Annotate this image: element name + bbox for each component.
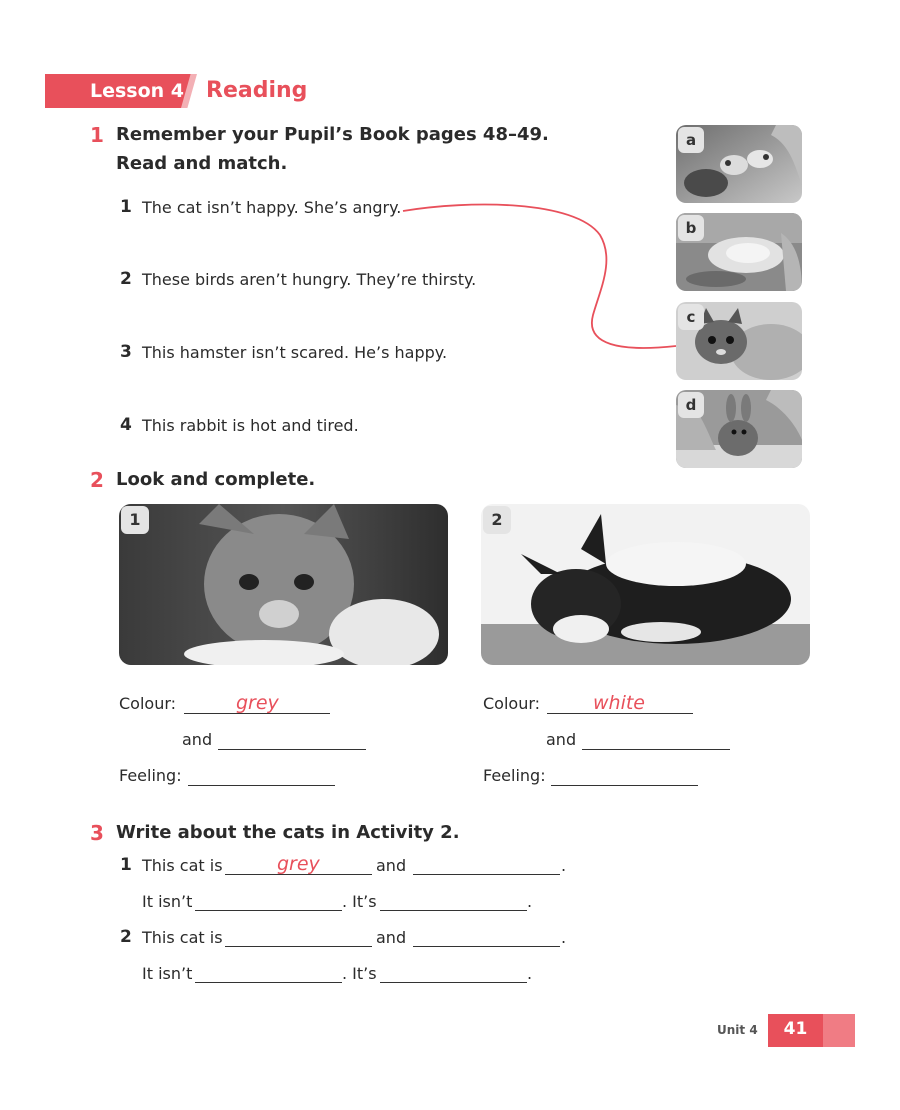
grey-kitten-photo-icon (119, 504, 448, 665)
ex3-blank[interactable] (380, 889, 527, 911)
exercise-3-number: 3 (90, 821, 104, 845)
ex3-blank[interactable] (413, 925, 560, 947)
ex3-blank[interactable] (225, 925, 372, 947)
page-number: 41 (768, 1014, 823, 1047)
exercise-2-number: 2 (90, 468, 104, 492)
exercise-1-instruction-line1: Remember your Pupil’s Book pages 48–49. (116, 124, 549, 145)
feeling-blank[interactable] (188, 764, 335, 786)
photo-d-rabbit[interactable] (676, 390, 802, 468)
ex1-item-text[interactable]: This hamster isn’t scared. He’s happy. (142, 343, 448, 362)
photo-b-hamster[interactable] (676, 213, 802, 291)
photo-a-birds[interactable] (676, 125, 802, 203)
exercise-1-number: 1 (90, 123, 104, 147)
this-cat-is-label: This cat is (142, 856, 223, 875)
photo-c-kitten[interactable] (676, 302, 802, 380)
ex1-item-number: 2 (120, 269, 132, 289)
and-label: and (182, 730, 213, 749)
cat-number: 1 (121, 506, 149, 534)
period: . (561, 856, 567, 875)
period: . (561, 928, 567, 947)
ex3-blank[interactable] (380, 961, 527, 983)
its-label: . It’s (342, 964, 377, 983)
it-isnt-label: It isn’t (142, 892, 193, 911)
period: . (527, 892, 533, 911)
colour-label: Colour: (483, 694, 541, 713)
colour-answer: white (593, 692, 645, 714)
ex1-item-text[interactable]: These birds aren’t hungry. They’re thirsty. (142, 270, 477, 289)
it-isnt-label: It isn’t (142, 964, 193, 983)
and-blank[interactable] (582, 728, 730, 750)
feeling-blank[interactable] (551, 764, 698, 786)
and-label: and (376, 928, 407, 947)
exercise-2-instruction: Look and complete. (116, 469, 316, 490)
sleeping-cat-photo-icon (481, 504, 810, 665)
feeling-label: Feeling: (483, 766, 546, 785)
photo-letter: d (678, 392, 704, 418)
unit-label: Unit 4 (717, 1023, 758, 1037)
page-tab-decoration (823, 1014, 855, 1047)
ex3-answer: grey (277, 853, 320, 875)
ex3-blank[interactable] (195, 961, 342, 983)
match-line-path (403, 205, 676, 348)
and-label: and (546, 730, 577, 749)
colour-answer: grey (236, 692, 279, 714)
its-label: . It’s (342, 892, 377, 911)
feeling-label: Feeling: (119, 766, 182, 785)
ex3-blank[interactable] (195, 889, 342, 911)
ex3-blank[interactable] (413, 853, 560, 875)
exercise-3-instruction: Write about the cats in Activity 2. (116, 822, 460, 843)
and-blank[interactable] (218, 728, 366, 750)
colour-label: Colour: (119, 694, 177, 713)
this-cat-is-label: This cat is (142, 928, 223, 947)
period: . (527, 964, 533, 983)
ex3-item-number: 2 (120, 927, 132, 947)
cat-number: 2 (483, 506, 511, 534)
photo-letter: c (678, 304, 704, 330)
ex1-item-text[interactable]: The cat isn’t happy. She’s angry. (142, 198, 402, 217)
lesson-title: Reading (206, 78, 308, 103)
ex1-item-number: 3 (120, 342, 132, 362)
ex3-item-number: 1 (120, 855, 132, 875)
ex1-item-text[interactable]: This rabbit is hot and tired. (142, 416, 359, 435)
photo-letter: a (678, 127, 704, 153)
lesson-label: Lesson 4 (90, 80, 185, 102)
ex1-item-number: 1 (120, 197, 132, 217)
cat-photo-2 (481, 504, 810, 665)
photo-letter: b (678, 215, 704, 241)
ex1-item-number: 4 (120, 415, 132, 435)
cat-photo-1 (119, 504, 448, 665)
exercise-1-instruction-line2: Read and match. (116, 153, 288, 174)
and-label: and (376, 856, 407, 875)
